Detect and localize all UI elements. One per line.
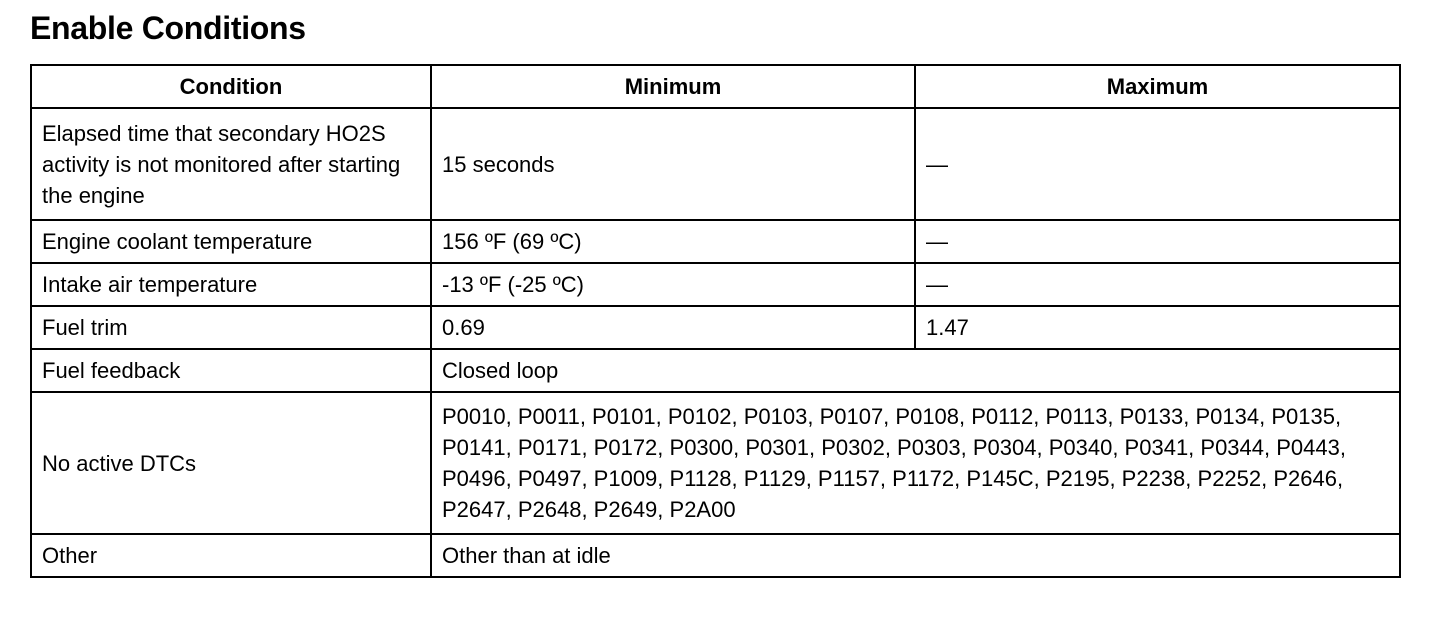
- condition-cell: Fuel feedback: [31, 349, 431, 392]
- value-cell: Closed loop: [431, 349, 1400, 392]
- header-maximum: Maximum: [915, 65, 1400, 108]
- header-minimum: Minimum: [431, 65, 915, 108]
- condition-cell: Engine coolant temperature: [31, 220, 431, 263]
- table-row: [31, 534, 1400, 577]
- table-row: [31, 392, 1400, 534]
- minimum-cell: 156 ºF (69 ºC): [431, 220, 915, 263]
- dtc-list-cell: P0010, P0011, P0101, P0102, P0103, P0107, P0108, P0112, P0113, P0133, P0134, P0135, P0141, P0171, P0172, P0300, P0301, P0302, P0303, P0304, P0340, P0341, P0344, P0443, P0496, P0497, P1009, P1128, P1129, P1157, P1172, P145C, P2195, P2238, P2252, P2646, P2647, P2648, P2649, P2A00: [431, 392, 1400, 534]
- table-row: [31, 263, 1400, 306]
- table-row: [31, 108, 1400, 220]
- enable-conditions-table: [30, 64, 1401, 578]
- maximum-cell: —: [915, 108, 1400, 220]
- table-header-row: [31, 65, 1400, 108]
- maximum-cell: —: [915, 263, 1400, 306]
- minimum-cell: -13 ºF (-25 ºC): [431, 263, 915, 306]
- page-title: Enable Conditions: [30, 10, 306, 46]
- minimum-cell: 15 seconds: [431, 108, 915, 220]
- table-row: [31, 220, 1400, 263]
- condition-cell: Elapsed time that secondary HO2S activity is not monitored after starting the engine: [31, 108, 431, 220]
- condition-cell: No active DTCs: [31, 392, 431, 534]
- value-cell: Other than at idle: [431, 534, 1400, 577]
- table-row: [31, 349, 1400, 392]
- condition-cell: Fuel trim: [31, 306, 431, 349]
- table-row: [31, 306, 1400, 349]
- minimum-cell: 0.69: [431, 306, 915, 349]
- condition-cell: Other: [31, 534, 431, 577]
- header-condition: Condition: [31, 65, 431, 108]
- condition-cell: Intake air temperature: [31, 263, 431, 306]
- maximum-cell: 1.47: [915, 306, 1400, 349]
- maximum-cell: —: [915, 220, 1400, 263]
